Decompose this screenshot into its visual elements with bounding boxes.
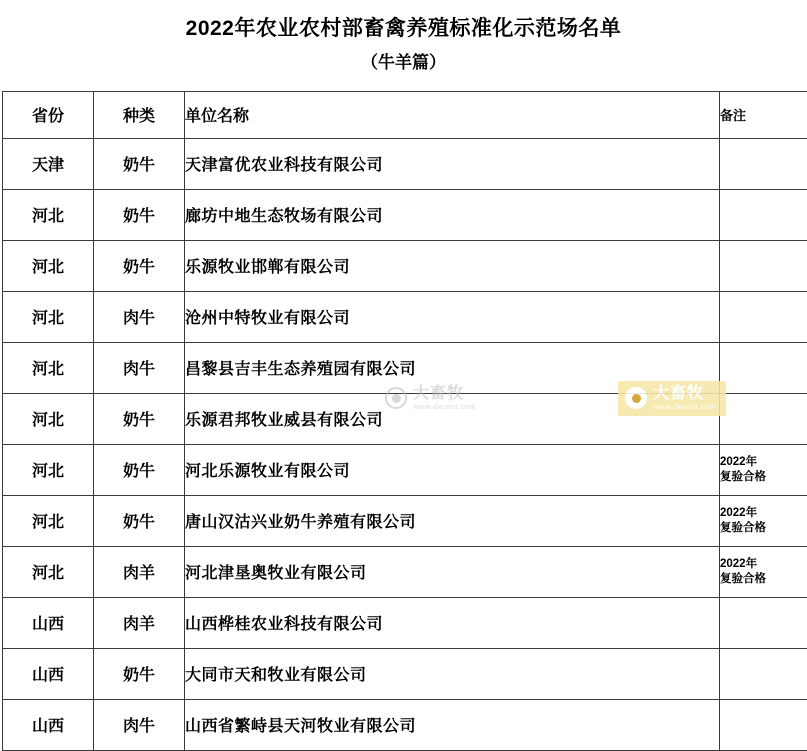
column-header-kind: 种类 — [94, 91, 185, 138]
cell-note — [720, 291, 807, 342]
note-text: 2022年 复验合格 — [720, 557, 807, 586]
cell-note — [720, 597, 807, 648]
note-text: 2022年 复验合格 — [720, 455, 807, 484]
cell-province: 河北 — [3, 546, 94, 597]
cell-province: 河北 — [3, 393, 94, 444]
table-row — [3, 648, 807, 699]
cell-note — [720, 240, 807, 291]
cell-province: 河北 — [3, 291, 94, 342]
cell-note — [720, 648, 807, 699]
cell-note — [720, 138, 807, 189]
cell-kind: 奶牛 — [94, 648, 185, 699]
table-row — [3, 444, 807, 495]
cell-note — [720, 342, 807, 393]
cell-name: 大同市天和牧业有限公司 — [185, 648, 720, 699]
cell-kind: 奶牛 — [94, 189, 185, 240]
cell-province: 天津 — [3, 138, 94, 189]
cell-kind: 肉羊 — [94, 597, 185, 648]
table-row — [3, 393, 807, 444]
watermark-title: 大畜牧 — [653, 386, 716, 403]
table-header — [3, 91, 807, 138]
cell-kind: 奶牛 — [94, 393, 185, 444]
cell-note — [720, 189, 807, 240]
cell-note — [720, 495, 807, 546]
page-subtitle: （牛羊篇） — [0, 49, 807, 76]
cell-name: 唐山汉沽兴业奶牛养殖有限公司 — [185, 495, 720, 546]
cell-province: 河北 — [3, 240, 94, 291]
cell-province: 河北 — [3, 342, 94, 393]
cell-note — [720, 444, 807, 495]
table-row — [3, 546, 807, 597]
table-row — [3, 291, 807, 342]
cell-note — [720, 546, 807, 597]
table-row — [3, 138, 807, 189]
cell-province: 河北 — [3, 189, 94, 240]
cell-province: 河北 — [3, 444, 94, 495]
cell-name: 天津富优农业科技有限公司 — [185, 138, 720, 189]
cell-province: 山西 — [3, 597, 94, 648]
cell-kind: 肉牛 — [94, 699, 185, 750]
column-header-note: 备注 — [720, 91, 807, 138]
cell-kind: 肉羊 — [94, 546, 185, 597]
cell-province: 河北 — [3, 495, 94, 546]
column-header-name: 单位名称 — [185, 91, 720, 138]
cell-name: 沧州中特牧业有限公司 — [185, 291, 720, 342]
cell-province: 山西 — [3, 648, 94, 699]
page-title: 2022年农业农村部畜禽养殖标准化示范场名单 — [0, 14, 807, 43]
title-block — [0, 0, 807, 77]
table-body — [3, 138, 807, 750]
table-row — [3, 189, 807, 240]
table-header-row — [3, 91, 807, 138]
cell-kind: 肉牛 — [94, 291, 185, 342]
cell-name: 乐源君邦牧业威县有限公司 — [185, 393, 720, 444]
cell-name: 河北津垦奥牧业有限公司 — [185, 546, 720, 597]
cell-kind: 奶牛 — [94, 495, 185, 546]
cell-kind: 肉牛 — [94, 342, 185, 393]
table-row — [3, 240, 807, 291]
watermark-url: www.dxumu.com — [653, 403, 716, 411]
cell-kind: 奶牛 — [94, 240, 185, 291]
standardized-farm-list-table — [2, 91, 807, 751]
cell-name: 山西省繁峙县天河牧业有限公司 — [185, 699, 720, 750]
cell-note — [720, 699, 807, 750]
table-row — [3, 597, 807, 648]
cell-name: 乐源牧业邯郸有限公司 — [185, 240, 720, 291]
watermark-url: www.dxumu.com — [413, 403, 476, 411]
cell-name: 河北乐源牧业有限公司 — [185, 444, 720, 495]
column-header-province: 省份 — [3, 91, 94, 138]
cell-kind: 奶牛 — [94, 444, 185, 495]
cell-name: 昌黎县吉丰生态养殖园有限公司 — [185, 342, 720, 393]
table-row — [3, 342, 807, 393]
cell-note — [720, 393, 807, 444]
cell-name: 廊坊中地生态牧场有限公司 — [185, 189, 720, 240]
note-text: 2022年 复验合格 — [720, 506, 807, 535]
watermark-title: 大畜牧 — [413, 386, 476, 403]
table-row — [3, 495, 807, 546]
table-row — [3, 699, 807, 750]
cell-province: 山西 — [3, 699, 94, 750]
cell-name: 山西桦桂农业科技有限公司 — [185, 597, 720, 648]
cell-kind: 奶牛 — [94, 138, 185, 189]
